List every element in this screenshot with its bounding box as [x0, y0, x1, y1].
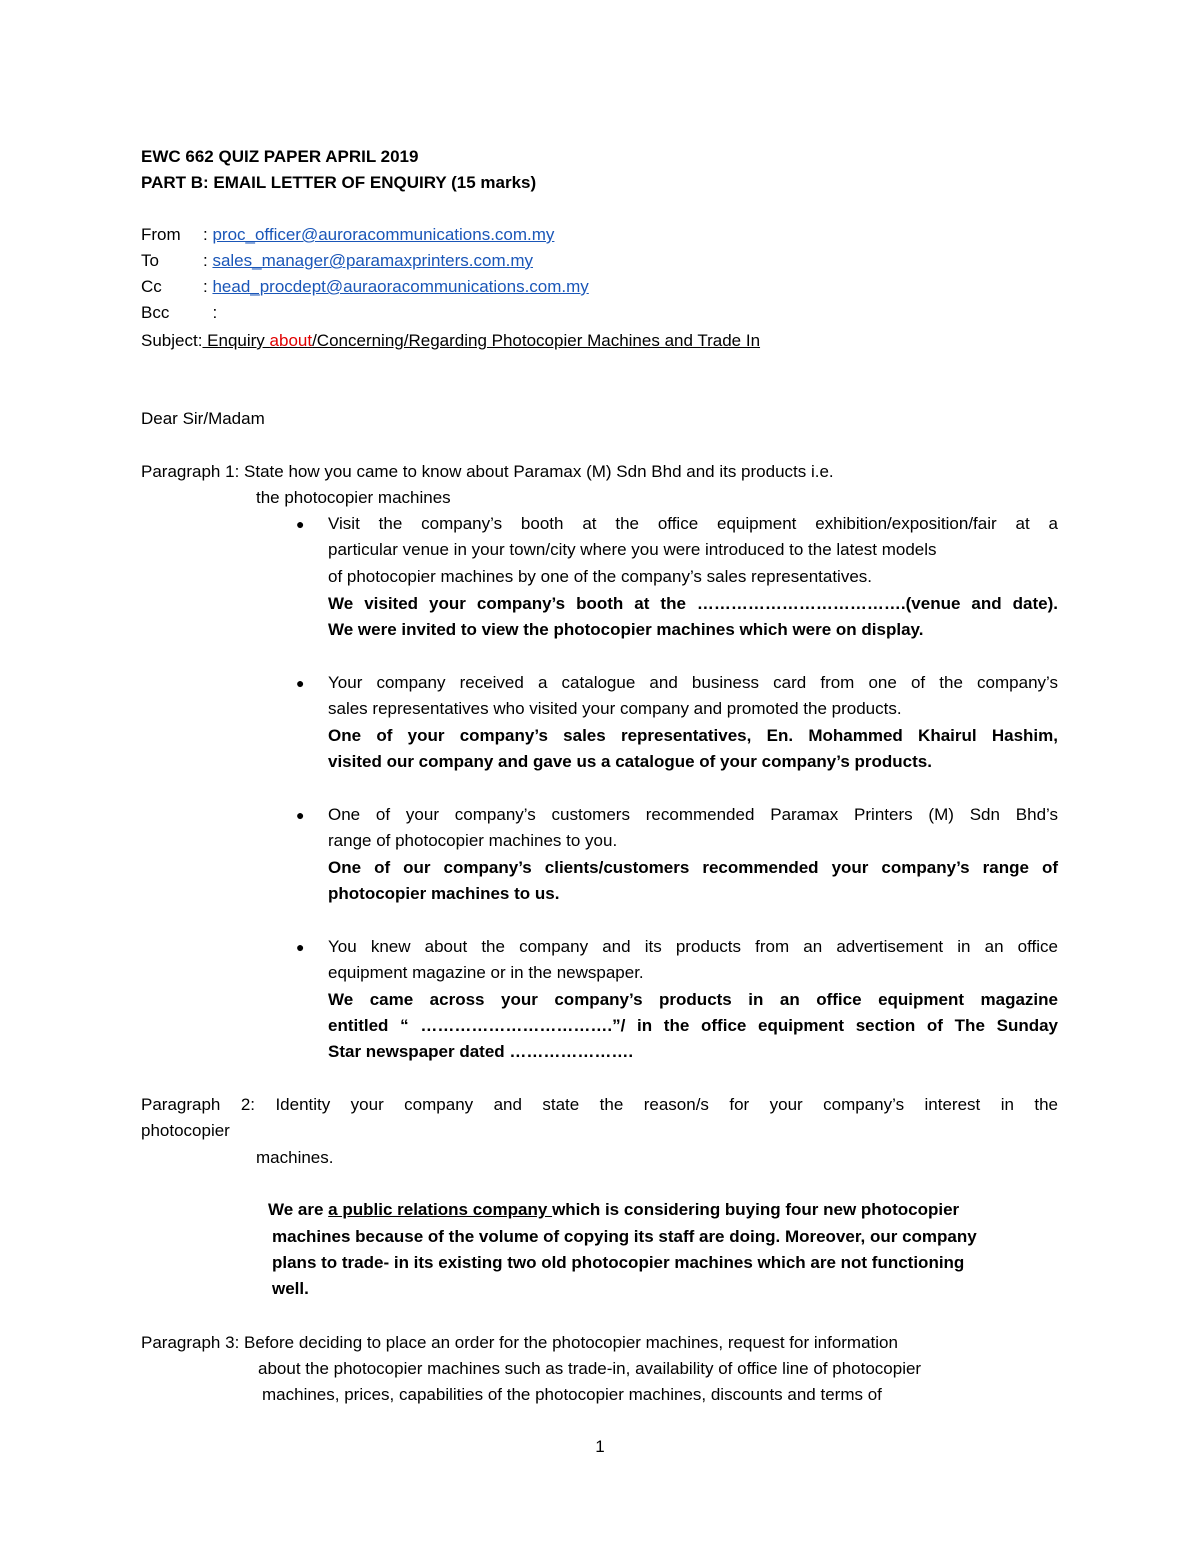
to-label: To	[141, 251, 159, 270]
bcc-label: Bcc	[141, 303, 170, 322]
answer-text: visited our company and gave us a catalogue of your company’s products.	[328, 752, 932, 771]
from-label: From	[141, 225, 181, 244]
bullet-icon: ●	[296, 939, 305, 955]
cc-email-link[interactable]: head_procdept@auraoracommunications.com.my	[212, 277, 589, 296]
paragraph-3-heading: Paragraph 3: Before deciding to place an order for the photocopier machines, request for information	[141, 1333, 898, 1352]
answer-text: We visited your company’s booth at the ……………………………….(venue and date).	[328, 594, 1058, 613]
paragraph-1-heading-cont: the photocopier machines	[256, 488, 451, 507]
document-subtitle: PART B: EMAIL LETTER OF ENQUIRY (15 marks)	[141, 173, 537, 192]
answer-text: We are a public relations company which is considering buying four new photocopier	[268, 1200, 960, 1219]
bcc-separator: :	[203, 303, 218, 322]
to-email-link[interactable]: sales_manager@paramaxprinters.com.my	[212, 251, 533, 270]
cc-label: Cc	[141, 277, 162, 296]
answer-text: machines because of the volume of copying its staff are doing. Moreover, our company	[272, 1227, 977, 1246]
from-row: : proc_officer@auroracommunications.com.my	[203, 225, 555, 244]
document-title: EWC 662 QUIZ PAPER APRIL 2019	[141, 147, 419, 166]
answer-text: We came across your company’s products in an office equipment magazine	[328, 990, 1058, 1009]
bullet-icon: ●	[296, 516, 305, 532]
answer-text: One of our company’s clients/customers recommended your company’s range of	[328, 858, 1058, 877]
answer-text: One of your company’s sales representatives, En. Mohammed Khairul Hashim,	[328, 726, 1058, 745]
paragraph-1-label: Paragraph 1:	[141, 462, 240, 481]
answer-text: Star newspaper dated ………………….	[328, 1042, 634, 1061]
paragraph-2-label: Paragraph 2:	[141, 1095, 255, 1114]
answer-text: We were invited to view the photocopier machines which were on display.	[328, 620, 924, 639]
salutation: Dear Sir/Madam	[141, 409, 265, 428]
cc-row: : head_procdept@auraoracommunications.com.my	[203, 277, 589, 296]
page-number: 1	[595, 1437, 605, 1456]
document-page: EWC 662 QUIZ PAPER APRIL 2019 PART B: EMAIL LETTER OF ENQUIRY (15 marks) From : proc_officer@auroracommunications.com.my To : sales_manager@paramaxprinters.com.my Cc : head_procdept@auraoracommunications.com.my Bcc : Subject: Enquiry about/Concerning/Regarding Photocopier Machines and Trade In Dear Sir/Madam Paragraph 1: State how you came to know about Paramax (M) Sdn Bhd and its products i.e. the photocopier machines ● Visit the company’s booth at the office equipment exhibition/exposition/fair at a particular venue in your town/city where you were introduced to the latest models of photocopier machines by one of the company’s sales representatives. We visited your company’s booth at the ……………………………….(venue and date). We were invited to view the photocopier machines which were on display. ● Your company received a catalogue and business card from one of the company’s sales representatives who visited your company and promoted the products. One of your company’s sales representatives, En. Mohammed Khairul Hashim, visited our company and gave us a catalogue of your company’s products. ● One of your company’s customers recommended Paramax Printers (M) Sdn Bhd’s range of photocopier machines to you. One of our company’s clients/customers recommended your company’s range of photocopier machines to us. ● You knew about the company and its products from an advertisement in an office equipment magazine or in the newspaper. We came across your company’s products in an office equipment magazine entitled “ …………………………….”/ in the office equipment section of The Sunday Star newspaper dated …………………. Paragraph 2: Identity your company and state the reason/s for your company’s interest in the photocopier machines. We are a public relations company which is considering buying four new photocopier machines because of the volume of copying its staff are doing. Moreover, our company plans to trade- in its existing two old photocopier machines which are not functioning well. Paragraph 3: Before deciding to place an order for the photocopier machines, request for information about the photocopier machines such as trade-in, availability of office line of photocopier machines, prices, capabilities of the photocopier machines, discounts and terms of 1	[0, 0, 1200, 1553]
subject-text: Enquiry about/Concerning/Regarding Photocopier Machines and Trade In	[202, 331, 761, 350]
subject-label: Subject:	[141, 331, 203, 350]
bullet-icon: ●	[296, 675, 305, 691]
subject-row	[141, 330, 760, 352]
answer-text: entitled “ …………………………….”/ in the office equipment section of The Sunday	[328, 1016, 1058, 1035]
from-email-link[interactable]: proc_officer@auroracommunications.com.my	[212, 225, 555, 244]
subject-highlight: about	[269, 331, 313, 350]
answer-text: photocopier machines to us.	[328, 884, 560, 903]
answer-text: well.	[272, 1279, 309, 1298]
answer-text: plans to trade- in its existing two old photocopier machines which are not functioning	[272, 1253, 965, 1272]
paragraph-1-heading: Paragraph 1: State how you came to know about Paramax (M) Sdn Bhd and its products i.e.	[141, 462, 834, 481]
bullet-icon: ●	[296, 807, 305, 823]
to-row: : sales_manager@paramaxprinters.com.my	[203, 251, 533, 270]
paragraph-3-label: Paragraph 3:	[141, 1333, 240, 1352]
paragraph-2-heading: Paragraph 2: Identity your company and state the reason/s for your company’s interest in the	[141, 1095, 1058, 1114]
